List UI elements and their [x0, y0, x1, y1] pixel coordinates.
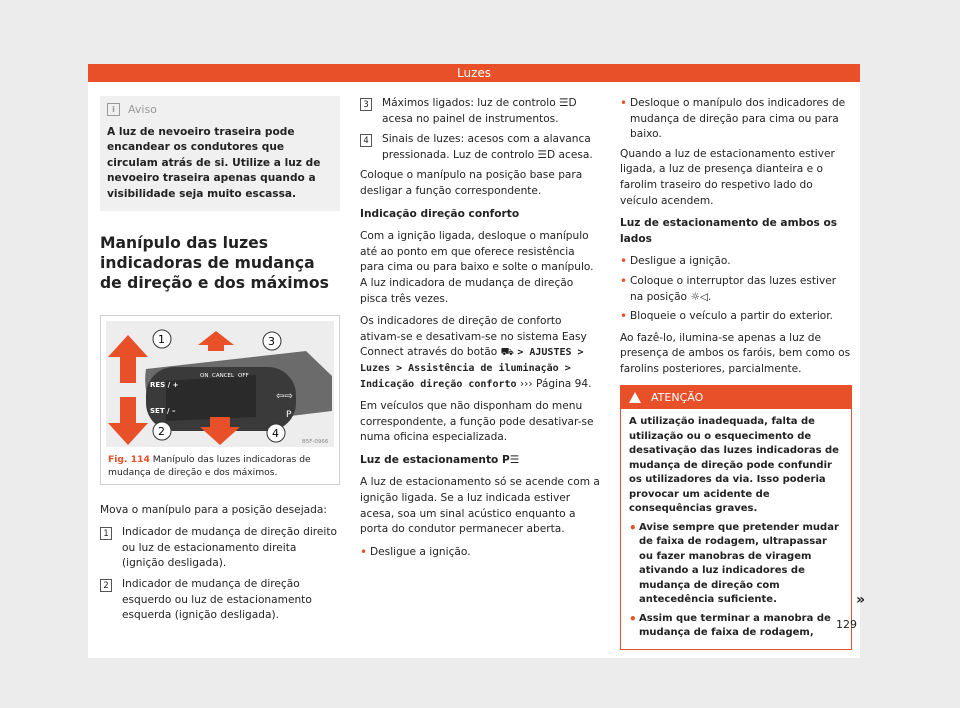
- bullet-icon: •: [360, 544, 368, 559]
- list-item: • Coloque o interruptor das luzes estiver na posição ☼◁.: [620, 274, 852, 305]
- callout-4: 4: [272, 426, 279, 440]
- paragraph: Com a ignição ligada, desloque o manípulo até ao ponto em que oferece resistência para cima ou para baixo e solte o manípulo. A luz indicadora de mudança de direção pisca três vezes.: [360, 230, 594, 305]
- page-number: 129: [836, 618, 857, 631]
- item-text: Indicador de mudança de direção direito ou luz de estacionamento direita (ignição desligada).: [122, 526, 337, 570]
- subheading-estacionamento: Luz de estacionamento P☰: [360, 453, 520, 466]
- item-number: 2: [100, 579, 112, 592]
- bullet-icon: •: [620, 254, 628, 269]
- subheading-ambos: Luz de estacionamento de ambos os lados: [620, 217, 838, 245]
- list-item: • Desloque o manípulo dos indicadores de mudança de direção para cima ou para baixo.: [620, 96, 852, 143]
- figure-code: B5F-0966: [302, 438, 329, 445]
- callout-3: 3: [268, 334, 275, 348]
- label-set: SET / –: [150, 406, 176, 415]
- list-item: • Avise sempre que pretender mudar de faixa de rodagem, ultrapassar ou fazer manobras de viragem ativando a luz indicadores de mudança de direção com antecedência suficiente.: [629, 521, 843, 608]
- paragraph: Em veículos que não disponham do menu correspondente, a função pode desativar-se numa oficina especializada.: [360, 400, 594, 444]
- page-reference[interactable]: ››› Página 94.: [519, 377, 592, 390]
- item-text: Máximos ligados: luz de controlo ☰D acesa no painel de instrumentos.: [382, 97, 577, 125]
- column-3: [620, 96, 852, 650]
- svg-text:⇦⇨: ⇦⇨: [276, 390, 293, 402]
- list-item: [360, 132, 602, 163]
- section-title: Manípulo das luzes indicadoras de mudança de direção e dos máximos: [100, 233, 329, 292]
- label-on: ON: [200, 372, 209, 379]
- callout-1: 1: [158, 332, 165, 346]
- paragraph-easy-connect: Os indicadores de direção de conforto ativam-se e desativam-se no sistema Easy Connect através do botão ⛟ > AJUSTES > Luzes > Assistência de iluminação > Indicação direção conforto ››› Página 94.: [360, 315, 592, 390]
- continue-arrow: »: [856, 592, 866, 608]
- column-2: [360, 96, 602, 564]
- info-icon: i: [107, 103, 120, 116]
- notice-title: Aviso: [128, 103, 157, 116]
- notice-text: A luz de nevoeiro traseira pode encandear os condutores que circulam atrás de si. Utilize a luz de nevoeiro traseira apenas quando a visibilidade seja muito escassa.: [107, 125, 321, 200]
- list-item: • Bloqueie o veículo a partir do exterior.: [620, 309, 834, 324]
- menu-path: > AJUSTES > Luzes > Assistência de iluminação > Indicação direção conforto: [360, 347, 584, 390]
- item-text: Indicador de mudança de direção esquerdo ou luz de estacionamento esquerda (ignição desligada).: [122, 577, 312, 622]
- paragraph: A luz de estacionamento só se acende com a ignição ligada. Se a luz indicada estiver acesa, soa um sinal acústico enquanto a porta do condutor permanecer aberta.: [360, 476, 600, 536]
- item-number: 1: [100, 527, 112, 540]
- label-off: OFF: [238, 372, 249, 379]
- list-item: [100, 577, 340, 624]
- paragraph: Quando a luz de estacionamento estiver ligada, a luz de presença dianteira e o farolim traseiro do respetivo lado do veículo acendem.: [620, 147, 835, 207]
- subheading-conforto: Indicação direção conforto: [360, 207, 520, 220]
- list-item: • Desligue a ignição.: [620, 254, 731, 269]
- figure-number: Fig. 114: [108, 453, 150, 465]
- item-number: 3: [360, 98, 372, 111]
- figure-114: [100, 315, 340, 485]
- bullet-icon: •: [629, 520, 637, 535]
- warning-icon: [629, 392, 641, 403]
- list-item: • Assim que terminar a manobra de mudança de faixa de rodagem,: [629, 612, 843, 641]
- svg-text:P: P: [286, 409, 292, 420]
- warning-title: ATENÇÃO: [651, 390, 704, 404]
- stalk-svg: [106, 321, 334, 447]
- paragraph: Coloque o manípulo na posição base para desligar a função correspondente.: [360, 169, 583, 197]
- bullet-icon: •: [620, 309, 628, 324]
- car-menu-icon: ⛟: [500, 346, 514, 359]
- col1-intro: Mova o manípulo para a posição desejada:: [100, 503, 327, 516]
- warning-box: [620, 385, 852, 650]
- bullet-icon: •: [620, 96, 628, 110]
- list-item: [100, 525, 340, 572]
- figure-caption: Manípulo das luzes indicadoras de mudança de direção e dos máximos.: [108, 453, 311, 478]
- list-item: • Desligue a ignição.: [360, 544, 471, 559]
- item-number: 4: [360, 134, 372, 147]
- paragraph: Ao fazê-lo, ilumina-se apenas a luz de presença de ambos os faróis, bem como os farolins posteriores, parcialmente.: [620, 331, 851, 375]
- callout-2: 2: [158, 424, 165, 438]
- item-text: Sinais de luzes: acesos com a alavanca pressionada. Luz de controlo ☰D acesa.: [382, 133, 593, 161]
- column-1: [100, 96, 340, 629]
- notice-box: [100, 96, 340, 211]
- bullet-icon: •: [620, 273, 628, 288]
- stalk-illustration: [106, 321, 334, 447]
- page-header: Luzes: [88, 64, 860, 82]
- warning-text: A utilização inadequada, falta de utilização ou o esquecimento de desativação das luzes indicadoras de mudança de direção pode confundir os utilizadores da via. Isso poderia provocar um acidente de consequências graves.: [629, 416, 839, 515]
- list-item: [360, 96, 602, 127]
- bullet-icon: •: [629, 611, 637, 626]
- label-cancel: CANCEL: [212, 372, 235, 379]
- label-res: RES / +: [150, 380, 179, 389]
